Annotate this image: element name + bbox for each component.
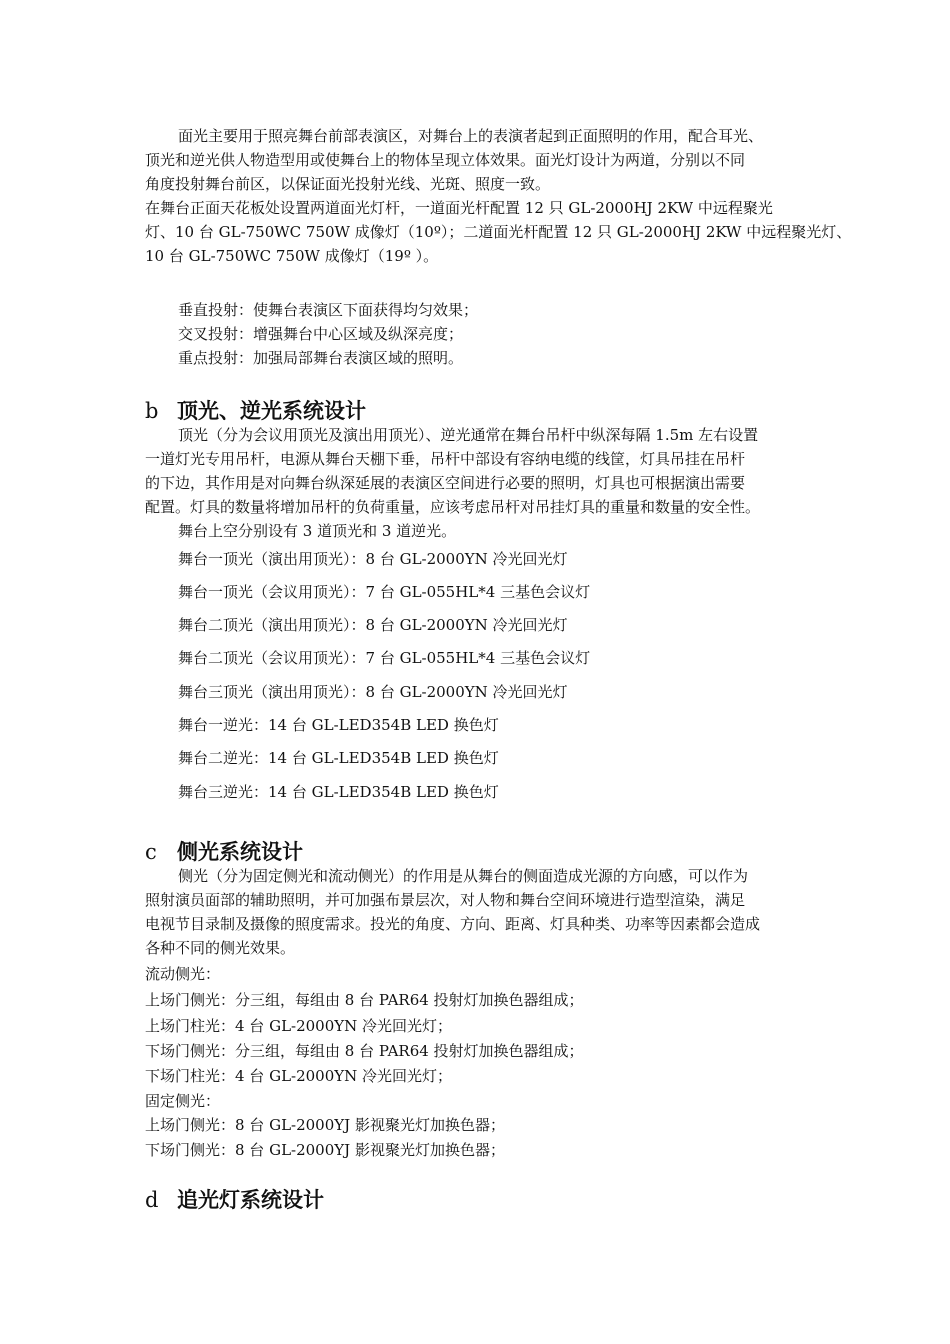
list-item: 流动侧光： <box>145 965 221 983</box>
list-item: 上场门侧光：分三组，每组由 8 台 PAR64 投射灯加换色器组成； <box>145 991 584 1009</box>
list-item: 舞台一顶光（演出用顶光）：8 台 GL-2000YN 冷光回光灯 <box>178 550 568 568</box>
section-letter: b <box>145 399 159 423</box>
paragraph-line: 一道灯光专用吊杆，电源从舞台天棚下垂，吊杆中部设有容纳电缆的线筐，灯具吊挂在吊杆 <box>145 450 746 468</box>
list-item: 舞台二顶光（会议用顶光）：7 台 GL-055HL*4 三基色会议灯 <box>178 649 591 667</box>
section-title: 追光灯系统设计 <box>177 1188 324 1212</box>
paragraph-line: 的下边，其作用是对向舞台纵深延展的表演区空间进行必要的照明，灯具也可根据演出需要 <box>145 474 746 492</box>
paragraph-line: 电视节目录制及摄像的照度需求。投光的角度、方向、距离、灯具种类、功率等因素都会造成 <box>145 915 761 933</box>
list-item: 交叉投射：增强舞台中心区域及纵深亮度； <box>178 325 464 343</box>
paragraph-line: 照射演员面部的辅助照明，并可加强布景层次，对人物和舞台空间环境进行造型渲染，满足 <box>145 891 746 909</box>
list-item: 上场门柱光：4 台 GL-2000YN 冷光回光灯； <box>145 1017 453 1035</box>
list-item: 垂直投射：使舞台表演区下面获得均匀效果； <box>178 301 479 319</box>
section-title: 侧光系统设计 <box>177 840 303 864</box>
paragraph-line: 侧光（分为固定侧光和流动侧光）的作用是从舞台的侧面造成光源的方向感，可以作为 <box>178 867 749 885</box>
paragraph-line: 配置。灯具的数量将增加吊杆的负荷重量，应该考虑吊杆对吊挂灯具的重量和数量的安全性。 <box>145 498 761 516</box>
section-heading-d <box>145 1187 324 1213</box>
paragraph-line: 顶光（分为会议用顶光及演出用顶光）、逆光通常在舞台吊杆中纵深每隔 1.5m 左右设置 <box>178 426 759 444</box>
list-item: 舞台一逆光：14 台 GL-LED354B LED 换色灯 <box>178 716 499 734</box>
list-item: 下场门侧光：分三组，每组由 8 台 PAR64 投射灯加换色器组成； <box>145 1042 584 1060</box>
list-item: 重点投射：加强局部舞台表演区域的照明。 <box>178 349 464 367</box>
list-item: 上场门侧光：8 台 GL-2000YJ 影视聚光灯加换色器； <box>145 1116 505 1134</box>
section-heading-c <box>145 839 303 865</box>
section-heading-b <box>145 398 366 424</box>
list-item: 舞台二顶光（演出用顶光）：8 台 GL-2000YN 冷光回光灯 <box>178 616 568 634</box>
paragraph-line: 各种不同的侧光效果。 <box>145 939 296 957</box>
paragraph-line: 顶光和逆光供人物造型用或使舞台上的物体呈现立体效果。面光灯设计为两道，分别以不同 <box>145 151 746 169</box>
list-item: 固定侧光： <box>145 1092 221 1110</box>
section-title: 顶光、逆光系统设计 <box>177 399 366 423</box>
list-item: 舞台三逆光：14 台 GL-LED354B LED 换色灯 <box>178 783 499 801</box>
list-item: 下场门柱光：4 台 GL-2000YN 冷光回光灯； <box>145 1067 453 1085</box>
paragraph-line: 10 台 GL-750WC 750W 成像灯（19º ）。 <box>145 247 439 265</box>
list-item: 舞台二逆光：14 台 GL-LED354B LED 换色灯 <box>178 749 499 767</box>
paragraph-line: 角度投射舞台前区，以保证面光投射光线、光斑、照度一致。 <box>145 175 551 193</box>
paragraph-line: 舞台上空分别设有 3 道顶光和 3 道逆光。 <box>178 522 457 540</box>
section-letter: d <box>145 1188 159 1212</box>
list-item: 下场门侧光：8 台 GL-2000YJ 影视聚光灯加换色器； <box>145 1141 505 1159</box>
paragraph-line: 灯、10 台 GL-750WC 750W 成像灯（10º）；二道面光杆配置 12 只 GL-2000HJ 2KW 中远程聚光灯、 <box>145 223 852 241</box>
section-letter: c <box>145 840 157 864</box>
list-item: 舞台三顶光（演出用顶光）：8 台 GL-2000YN 冷光回光灯 <box>178 683 568 701</box>
list-item: 舞台一顶光（会议用顶光）：7 台 GL-055HL*4 三基色会议灯 <box>178 583 591 601</box>
paragraph-line: 面光主要用于照亮舞台前部表演区，对舞台上的表演者起到正面照明的作用，配合耳光、 <box>178 127 764 145</box>
paragraph-line: 在舞台正面天花板处设置两道面光灯杆，一道面光杆配置 12 只 GL-2000HJ 2KW 中远程聚光 <box>145 199 773 217</box>
